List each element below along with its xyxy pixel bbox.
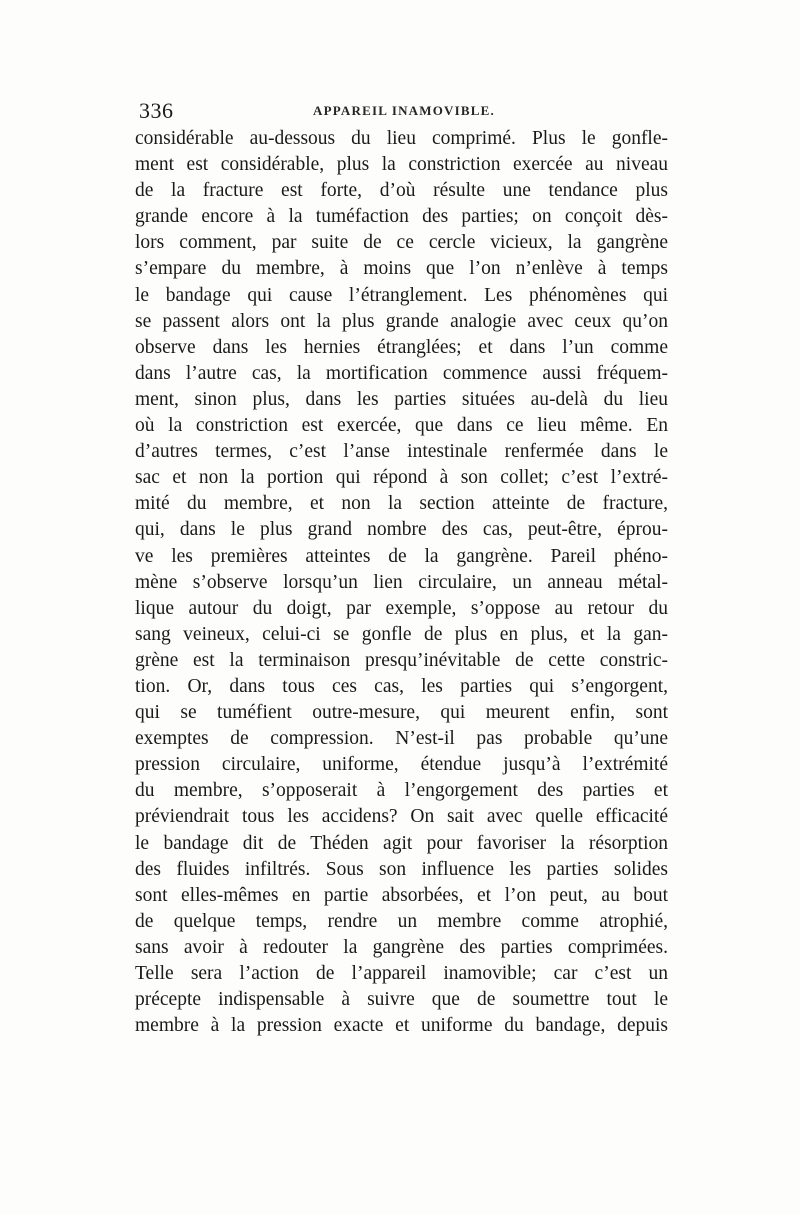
text-line: observe dans les hernies étranglées; et dans l’un comme [135, 336, 668, 358]
text-line: de quelque temps, rendre un membre comme atrophié, [135, 910, 668, 932]
text-line: précepte indispensable à suivre que de soumettre tout le [135, 989, 668, 1011]
text-line: ve les premières atteintes de la gangrène. Pareil phéno- [135, 545, 668, 567]
text-line: mité du membre, et non la section atteinte de fracture, [135, 493, 668, 515]
text-line: mène s’observe lorsqu’un lien circulaire, un anneau métal- [135, 571, 668, 593]
text-line: qui, dans le plus grand nombre des cas, peut-être, éprou- [135, 519, 668, 541]
text-line: de la fracture est forte, d’où résulte une tendance plus [135, 180, 668, 202]
text-line: exemptes de compression. N’est-il pas probable qu’une [135, 728, 668, 750]
text-line: des fluides infiltrés. Sous son influence les parties solides [135, 858, 668, 880]
page-header [135, 98, 668, 122]
text-line: grène est la terminaison presqu’inévitable de cette constric- [135, 649, 668, 671]
text-line: lique autour du doigt, par exemple, s’oppose au retour du [135, 597, 668, 619]
running-head: APPAREIL INAMOVIBLE. [313, 103, 495, 118]
text-line: dans l’autre cas, la mortification commence aussi fréquem- [135, 362, 668, 384]
text-line: sont elles-mêmes en partie absorbées, et l’on peut, au bout [135, 884, 668, 906]
text-line: le bandage qui cause l’étranglement. Les phénomènes qui [135, 284, 668, 306]
text-line: membre à la pression exacte et uniforme du bandage, depuis [135, 1015, 668, 1037]
body-text [135, 126, 668, 1039]
text-line: ment, sinon plus, dans les parties situées au-delà du lieu [135, 388, 668, 410]
page-number: 336 [139, 98, 174, 123]
text-line: sans avoir à redouter la gangrène des parties comprimées. [135, 936, 668, 958]
text-line: grande encore à la tuméfaction des parties; on conçoit dès- [135, 206, 668, 228]
text-line: sac et non la portion qui répond à son collet; c’est l’extré- [135, 467, 668, 489]
text-line: Telle sera l’action de l’appareil inamovible; car c’est un [135, 963, 668, 984]
text-line: ment est considérable, plus la constriction exercée au niveau [135, 154, 668, 176]
text-line: s’empare du membre, à moins que l’on n’enlève à temps [135, 258, 668, 280]
text-line: du membre, s’opposerait à l’engorgement des parties et [135, 780, 668, 802]
text-line: lors comment, par suite de ce cercle vicieux, la gangrène [135, 232, 668, 254]
text-line: où la constriction est exercée, que dans ce lieu même. En [135, 415, 668, 437]
text-line: qui se tuméfient outre-mesure, qui meurent enfin, sont [135, 702, 668, 724]
text-line: pression circulaire, uniforme, étendue jusqu’à l’extrémité [135, 754, 668, 776]
text-line: se passent alors ont la plus grande analogie avec ceux qu’on [135, 310, 668, 332]
text-line: sang veineux, celui-ci se gonfle de plus en plus, et la gan- [135, 623, 668, 645]
text-line: préviendrait tous les accidens? On sait avec quelle efficacité [135, 806, 668, 828]
text-line: le bandage dit de Théden agit pour favoriser la résorption [135, 832, 668, 854]
text-line: tion. Or, dans tous ces cas, les parties qui s’engorgent, [135, 675, 668, 697]
text-line: considérable au-dessous du lieu comprimé. Plus le gonfle- [135, 128, 668, 149]
text-line: d’autres termes, c’est l’anse intestinale renfermée dans le [135, 441, 668, 463]
